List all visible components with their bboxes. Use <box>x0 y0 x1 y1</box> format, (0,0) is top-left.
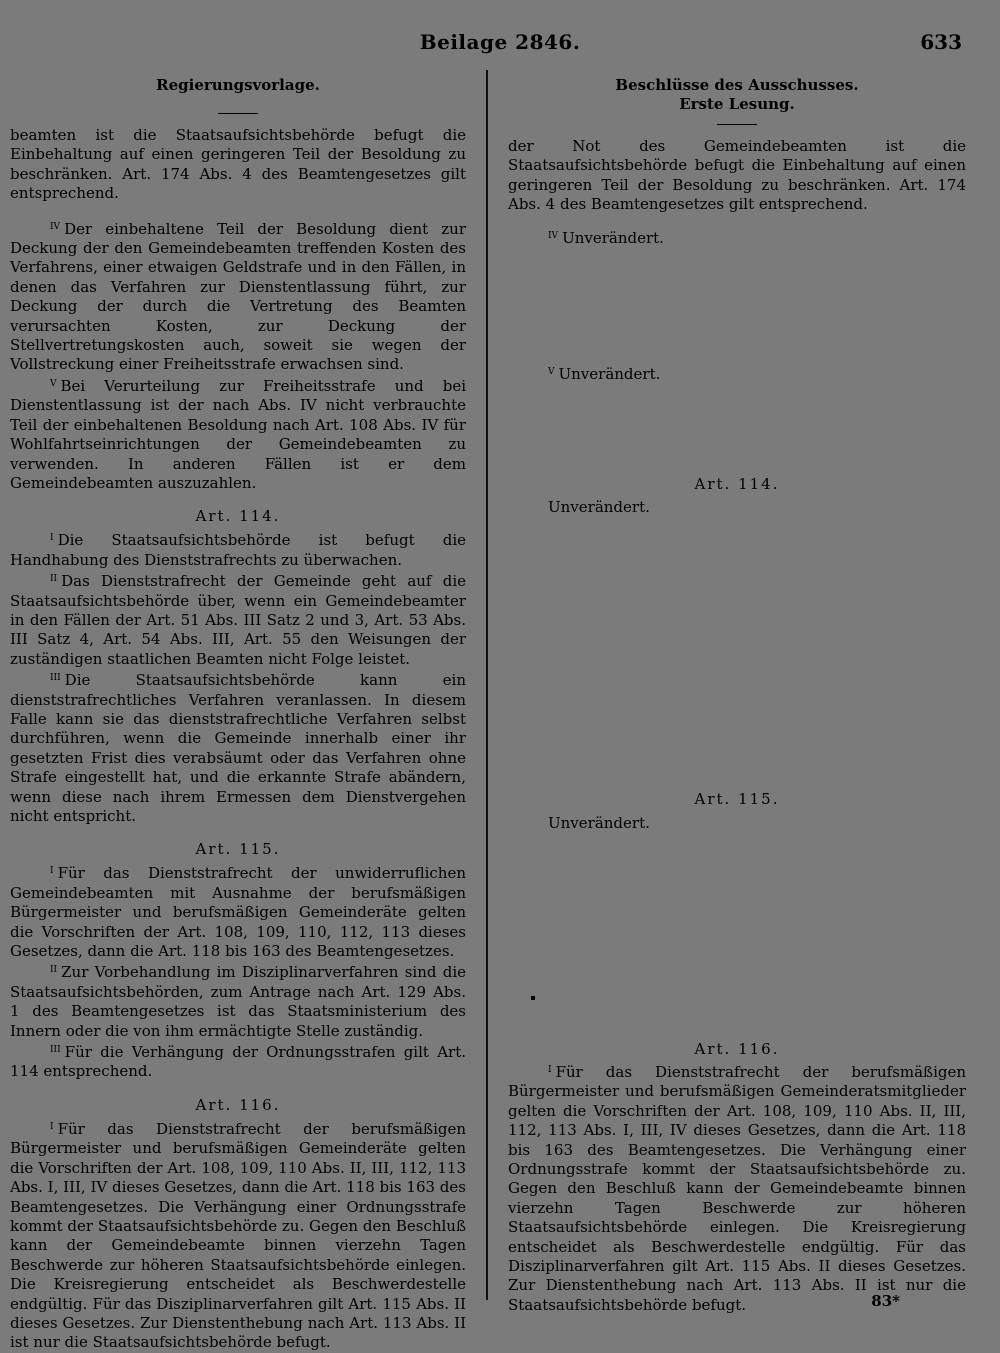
right-column <box>508 76 966 215</box>
page-number: 633 <box>920 30 962 54</box>
paragraph: beamten ist die Staatsaufsichtsbehörde befugt die Einbehaltung auf einen geringeren Teil der Besoldung zu beschränken. Art. 174 Abs. 4 des Beamtengesetzes gilt entsprechend. <box>10 126 466 203</box>
unchanged-text: Unverändert. <box>548 814 650 832</box>
paragraph-mark: II <box>50 574 58 585</box>
paragraph <box>10 961 466 1041</box>
paragraph-text: Das Dienststrafrecht der Gemeinde geht auf die Staatsaufsichtsbehörde über, wenn ein Gemeindebeamter in den Fällen der Art. 51 Abs. III Satz 2 und 3, Art. 53 Abs. III Satz 4, Art. 54 Abs. III, Art. 55 den Weisungen der zuständigen staatlichen Beamten nicht Folge leistet. <box>10 572 466 668</box>
article-heading: Art. 115. <box>694 790 780 808</box>
right-column-heading: Beschlüsse des Ausschusses. <box>615 76 859 94</box>
paragraph <box>10 1041 466 1082</box>
unchanged-text: Unverändert. <box>558 365 661 383</box>
running-title: Beilage 2846. <box>419 30 581 54</box>
paragraph-text: Die Staatsaufsichtsbehörde ist befugt die Handhabung des Dienststrafrechts zu überwachen. <box>10 531 466 569</box>
paragraph-mark: V <box>50 378 57 389</box>
article-heading: Art. 116. <box>195 1095 281 1114</box>
signature-mark: 83* <box>871 1292 900 1310</box>
print-speck <box>531 996 535 1000</box>
paragraph-mark: III <box>50 1045 61 1056</box>
paragraph <box>10 1118 466 1353</box>
paragraph-text: Für das Dienststrafrecht der unwiderruflichen Gemeindebeamten mit Ausnahme der berufsmäßigen Bürgermeister und berufsmäßigen Gemeinderäte gelten die Vorschriften der Art. 108, 109, 110, 112, 113 dieses Gesetzes, dann die Art. 118 bis 163 des Beamtengesetzes. <box>10 864 466 961</box>
heading-rule <box>218 113 258 114</box>
paragraph <box>10 375 466 493</box>
paragraph-mark: V <box>548 367 555 377</box>
paragraph-mark: III <box>50 673 61 684</box>
article-heading: Art. 116. <box>694 1040 780 1058</box>
paragraph <box>10 570 466 669</box>
paragraph-text: Die Staatsaufsichtsbehörde kann ein dienststrafrechtliches Verfahren veranlassen. In diesem Falle kann sie das dienststrafrechtliche Verfahren selbst durchführen, wenn die Gemeinde innerhalb einer ihr gesetzten Frist dies verabsäumt oder das Verfahren ohne Strafe eingestellt hat, und die erkannte Strafe abändern, wenn diese nach ihrem Ermessen dem Dienstvergehen nicht entspricht. <box>10 671 466 825</box>
column-divider <box>486 70 488 1300</box>
paragraph <box>10 218 466 375</box>
article-heading: Art. 114. <box>195 507 281 526</box>
left-column <box>10 76 466 1353</box>
paragraph-mark: II <box>50 965 58 976</box>
page-header <box>0 30 1000 60</box>
paragraph-mark: I <box>50 866 54 877</box>
paragraph-mark: I <box>50 533 54 544</box>
unchanged-note <box>548 363 660 384</box>
article-heading: Art. 114. <box>694 475 780 493</box>
paragraph-text: Zur Vorbehandlung im Disziplinarverfahren sind die Staatsaufsichtsbehörden, zum Antrage nach Art. 129 Abs. 1 des Beamtengesetzes ist das Staatsministerium des Innern oder die von ihm ermächtigte Stelle zuständig. <box>10 963 466 1040</box>
left-column-heading: Regierungsvorlage. <box>156 76 320 94</box>
paragraph <box>508 1061 966 1315</box>
unchanged-text: Unverändert. <box>548 498 650 516</box>
unchanged-note <box>548 227 664 248</box>
paragraph: der Not des Gemeindebeamten ist die Staatsaufsichtsbehörde befugt die Einbehaltung auf einen geringeren Teil der Besoldung zu beschränken. Art. 174 Abs. 4 des Beamtengesetzes gilt entsprechend. <box>508 137 966 214</box>
paragraph <box>10 669 466 826</box>
paragraph <box>10 862 466 961</box>
paragraph-text: Für das Dienststrafrecht der berufsmäßigen Bürgermeister und berufsmäßigen Gemeinderäte gelten die Vorschriften der Art. 108, 109, 110 Abs. II, III, 112, 113 Abs. I, III, IV dieses Gesetzes, dann die Art. 118 bis 163 des Beamtengesetzes. Die Verhängung einer Ordnungsstrafe kommt der Staatsaufsichtsbehörde zu. Gegen den Beschluß kann der Gemeindebeamte binnen vierzehn Tagen Beschwerde zur höheren Staatsaufsichtsbehörde einlegen. Die Kreisregierung entscheidet als Beschwerdestelle endgültig. Für das Disziplinarverfahren gilt Art. 115 Abs. II dieses Gesetzes. Zur Dienstenthebung nach Art. 113 Abs. II ist nur die Staatsaufsichtsbehörde befugt. <box>10 1119 466 1352</box>
unchanged-text: Unverändert. <box>562 229 664 247</box>
paragraph-text: Der einbehaltene Teil der Besoldung dient zur Deckung der den Gemeindebeamten treffenden Kosten des Verfahrens, einer etwaigen Geldstrafe und in den Fällen, in denen das Verfahren zur Dienstentlassung führt, zur Deckung der durch die Vertretung des Beamten verursachten Kosten, zur Deckung der Stellvertretungskosten auch, soweit sie wegen der Vollstreckung einer Freiheitsstrafe erwachsen sind. <box>10 219 466 374</box>
paragraph-text: Für die Verhängung der Ordnungsstrafen gilt Art. 114 entsprechend. <box>10 1043 466 1081</box>
paragraph <box>10 529 466 570</box>
right-column-subheading: Erste Lesung. <box>679 95 795 113</box>
paragraph-text: Bei Verurteilung zur Freiheitsstrafe und bei Dienstentlassung ist der nach Abs. IV nicht verbrauchte Teil der einbehaltenen Besoldung nach Art. 108 Abs. IV für Wohlfahrtseinrichtungen der Gemeindebeamten zu verwenden. In anderen Fällen ist er dem Gemeindebeamten auszuzahlen. <box>10 376 466 492</box>
paragraph-mark: I <box>548 1065 552 1075</box>
paragraph-mark: IV <box>50 221 61 232</box>
article-heading: Art. 115. <box>195 840 281 859</box>
paragraph-mark: IV <box>548 231 559 241</box>
heading-rule <box>717 124 757 125</box>
paragraph-mark: I <box>50 1121 54 1132</box>
paragraph-text: Für das Dienststrafrecht der berufsmäßigen Bürgermeister und berufsmäßigen Gemeinderatsmitglieder gelten die Vorschriften der Art. 108, 109, 110 Abs. II, III, 112, 113 Abs. I, III, IV dieses Gesetzes, dann die Art. 118 bis 163 des Beamtengesetzes. Die Verhängung einer Ordnungsstrafe kommt der Staatsaufsichtsbehörde zu. Gegen den Beschluß kann der Gemeindebeamte binnen vierzehn Tagen Beschwerde zur höheren Staatsaufsichtsbehörde einlegen. Die Kreisregierung entscheidet als Beschwerdestelle endgültig. Für das Disziplinarverfahren gilt Art. 115 Abs. II dieses Gesetzes. Zur Dienstenthebung nach Art. 113 Abs. II ist nur die Staatsaufsichtsbehörde befugt. <box>508 1063 966 1314</box>
